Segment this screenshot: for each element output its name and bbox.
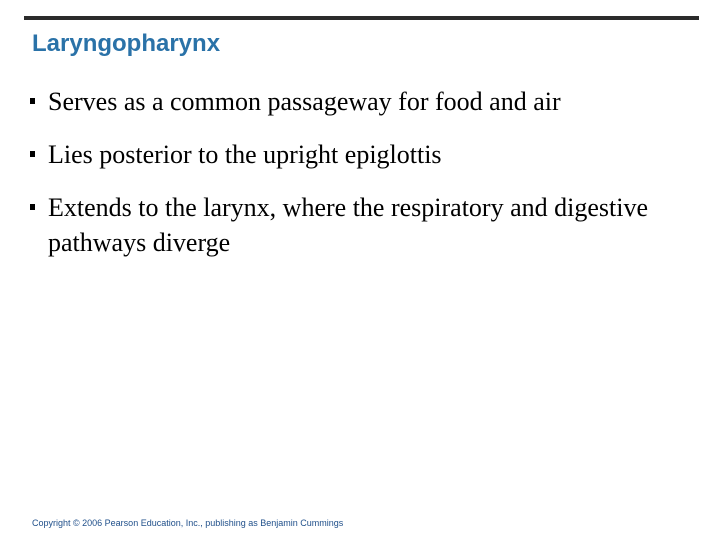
slide-title: Laryngopharynx	[32, 30, 221, 57]
copyright-footer: Copyright © 2006 Pearson Education, Inc., publishing as Benjamin Cummings	[32, 518, 344, 528]
bullet-text: Serves as a common passageway for food and air	[48, 87, 561, 116]
square-bullet-icon	[30, 204, 35, 210]
title-rule	[24, 16, 699, 20]
bullet-item	[30, 84, 690, 119]
square-bullet-icon	[30, 98, 35, 104]
bullet-list	[30, 84, 690, 278]
bullet-text: Extends to the larynx, where the respiratory and digestive pathways diverge	[48, 193, 648, 257]
bullet-item	[30, 190, 690, 260]
square-bullet-icon	[30, 151, 35, 157]
bullet-text: Lies posterior to the upright epiglottis	[48, 140, 442, 169]
bullet-item	[30, 137, 690, 172]
